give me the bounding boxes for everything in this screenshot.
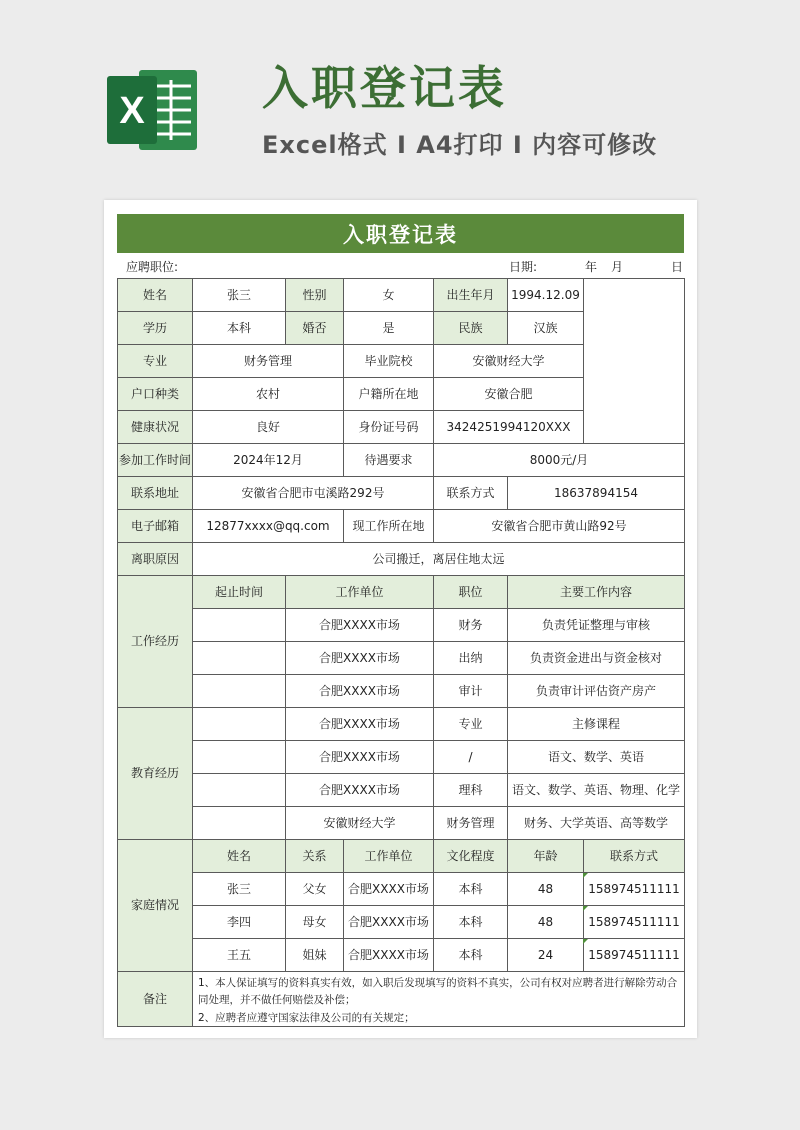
family-row-phone[interactable]: 158974511111	[583, 938, 684, 971]
birth-label: 出生年月	[433, 278, 507, 311]
family-row-unit[interactable]: 合肥XXXX市场	[343, 938, 433, 971]
work-header-unit: 工作单位	[285, 575, 433, 608]
family-row-unit[interactable]: 合肥XXXX市场	[343, 872, 433, 905]
edu-row-school[interactable]: 合肥XXXX市场	[285, 773, 433, 806]
id-value[interactable]: 3424251994120XXX	[433, 410, 583, 443]
health-label: 健康状况	[117, 410, 192, 443]
family-row-age[interactable]: 24	[507, 938, 583, 971]
gender-label: 性别	[285, 278, 343, 311]
family-row-name[interactable]: 李四	[192, 905, 285, 938]
address-value[interactable]: 安徽省合肥市屯溪路292号	[192, 476, 433, 509]
family-header-relation: 关系	[285, 839, 343, 872]
address-label: 联系地址	[117, 476, 192, 509]
edu-row-school[interactable]: 安徽财经大学	[285, 806, 433, 839]
hukou-value[interactable]: 农村	[192, 377, 343, 410]
month-label: 月	[611, 260, 624, 274]
edu-row-courses[interactable]: 语文、数学、英语	[507, 740, 684, 773]
work-row-unit[interactable]: 合肥XXXX市场	[285, 641, 433, 674]
comment-marker-icon	[583, 906, 588, 911]
edu-row-courses[interactable]: 主修课程	[507, 707, 684, 740]
family-section-label: 家庭情况	[117, 839, 192, 971]
promo-header	[0, 0, 800, 190]
hukou-loc-label: 户籍所在地	[343, 377, 433, 410]
contact-label: 联系方式	[433, 476, 507, 509]
page-subtitle: Excel格式 I A4打印 I 内容可修改	[262, 131, 658, 159]
table-right-border	[684, 278, 685, 1027]
birth-value[interactable]: 1994.12.09	[507, 278, 583, 311]
family-row-name[interactable]: 张三	[192, 872, 285, 905]
work-start-value[interactable]: 2024年12月	[192, 443, 343, 476]
family-row-relation[interactable]: 母女	[285, 905, 343, 938]
work-row-unit[interactable]: 合肥XXXX市场	[285, 674, 433, 707]
edu-row-school[interactable]: 合肥XXXX市场	[285, 707, 433, 740]
position-label: 应聘职位:	[126, 260, 179, 274]
notes-line-2: 2、应聘者应遵守国家法律及公司的有关规定；	[198, 1011, 415, 1024]
gender-value[interactable]: 女	[343, 278, 433, 311]
salary-label: 待遇要求	[343, 443, 433, 476]
edu-row-time[interactable]	[192, 707, 285, 740]
major-label: 专业	[117, 344, 192, 377]
edu-value[interactable]: 本科	[192, 311, 285, 344]
family-row-relation[interactable]: 姐妹	[285, 938, 343, 971]
photo-box[interactable]	[583, 278, 684, 443]
edu-row-major[interactable]: 专业	[433, 707, 507, 740]
marital-label: 婚否	[285, 311, 343, 344]
health-value[interactable]: 良好	[192, 410, 343, 443]
id-label: 身份证号码	[343, 410, 433, 443]
work-row-position[interactable]: 审计	[433, 674, 507, 707]
comment-marker-icon	[583, 873, 588, 878]
family-row-education[interactable]: 本科	[433, 905, 507, 938]
email-label: 电子邮箱	[117, 509, 192, 542]
edu-row-major[interactable]: /	[433, 740, 507, 773]
work-row-content[interactable]: 负责审计评估资产房产	[507, 674, 684, 707]
form-banner-title: 入职登记表	[117, 214, 684, 253]
comment-marker-icon	[583, 939, 588, 944]
family-row-name[interactable]: 王五	[192, 938, 285, 971]
school-label: 毕业院校	[343, 344, 433, 377]
ethnic-value[interactable]: 汉族	[507, 311, 583, 344]
work-row-position[interactable]: 财务	[433, 608, 507, 641]
family-header-unit: 工作单位	[343, 839, 433, 872]
major-value[interactable]: 财务管理	[192, 344, 343, 377]
work-header-position: 职位	[433, 575, 507, 608]
family-row-age[interactable]: 48	[507, 905, 583, 938]
work-header-content: 主要工作内容	[507, 575, 684, 608]
table-bottom-border	[117, 1026, 685, 1027]
name-value[interactable]: 张三	[192, 278, 285, 311]
leave-value[interactable]: 公司搬迁，离居住地太远	[192, 542, 684, 575]
hukou-loc-value[interactable]: 安徽合肥	[433, 377, 583, 410]
date-label: 日期:	[509, 260, 538, 274]
notes-label: 备注	[117, 971, 192, 1026]
work-row-content[interactable]: 负责资金进出与资金核对	[507, 641, 684, 674]
family-header-name: 姓名	[192, 839, 285, 872]
family-header-education: 文化程度	[433, 839, 507, 872]
work-row-unit[interactable]: 合肥XXXX市场	[285, 608, 433, 641]
family-row-phone[interactable]: 158974511111	[583, 872, 684, 905]
notes-line-1: 1、本人保证填写的资料真实有效，如入职后发现填写的资料不真实，公司有权对应聘者进行解除劳动合同处理，并不做任何赔偿及补偿；	[198, 977, 678, 1007]
family-row-education[interactable]: 本科	[433, 872, 507, 905]
edu-label: 学历	[117, 311, 192, 344]
work-row-content[interactable]: 负责凭证整理与审核	[507, 608, 684, 641]
page-title: 入职登记表	[262, 61, 507, 115]
marital-value[interactable]: 是	[343, 311, 433, 344]
work-row-time[interactable]	[192, 608, 285, 641]
work-section-label: 工作经历	[117, 575, 192, 707]
family-row-relation[interactable]: 父女	[285, 872, 343, 905]
work-row-time[interactable]	[192, 674, 285, 707]
day-label: 日	[671, 260, 684, 274]
work-header-time: 起止时间	[192, 575, 285, 608]
work-row-position[interactable]: 出纳	[433, 641, 507, 674]
work-start-label: 参加工作时间	[117, 443, 192, 476]
ethnic-label: 民族	[433, 311, 507, 344]
leave-label: 离职原因	[117, 542, 192, 575]
edu-row-major[interactable]: 财务管理	[433, 806, 507, 839]
edu-row-time[interactable]	[192, 806, 285, 839]
logo-letter: X	[119, 90, 145, 132]
cur-work-value[interactable]: 安徽省合肥市黄山路92号	[433, 509, 684, 542]
year-label: 年	[585, 260, 598, 274]
edu-section-label: 教育经历	[117, 707, 192, 839]
edu-row-courses[interactable]: 语文、数学、英语、物理、化学	[507, 773, 684, 806]
cur-work-label: 现工作所在地	[343, 509, 433, 542]
email-value[interactable]: 12877xxxx@qq.com	[192, 509, 343, 542]
family-row-education[interactable]: 本科	[433, 938, 507, 971]
edu-row-school[interactable]: 合肥XXXX市场	[285, 740, 433, 773]
family-row-age[interactable]: 48	[507, 872, 583, 905]
edu-row-time[interactable]	[192, 773, 285, 806]
family-row-phone[interactable]: 158974511111	[583, 905, 684, 938]
name-label: 姓名	[117, 278, 192, 311]
family-header-age: 年龄	[507, 839, 583, 872]
salary-value[interactable]: 8000元/月	[433, 443, 684, 476]
edu-row-courses[interactable]: 财务、大学英语、高等数学	[507, 806, 684, 839]
work-row-time[interactable]	[192, 641, 285, 674]
excel-logo-icon	[103, 60, 203, 160]
hukou-label: 户口种类	[117, 377, 192, 410]
school-value[interactable]: 安徽财经大学	[433, 344, 583, 377]
family-header-phone: 联系方式	[583, 839, 684, 872]
family-row-unit[interactable]: 合肥XXXX市场	[343, 905, 433, 938]
edu-row-time[interactable]	[192, 740, 285, 773]
contact-value[interactable]: 18637894154	[507, 476, 684, 509]
notes-content	[192, 971, 684, 1026]
edu-row-major[interactable]: 理科	[433, 773, 507, 806]
